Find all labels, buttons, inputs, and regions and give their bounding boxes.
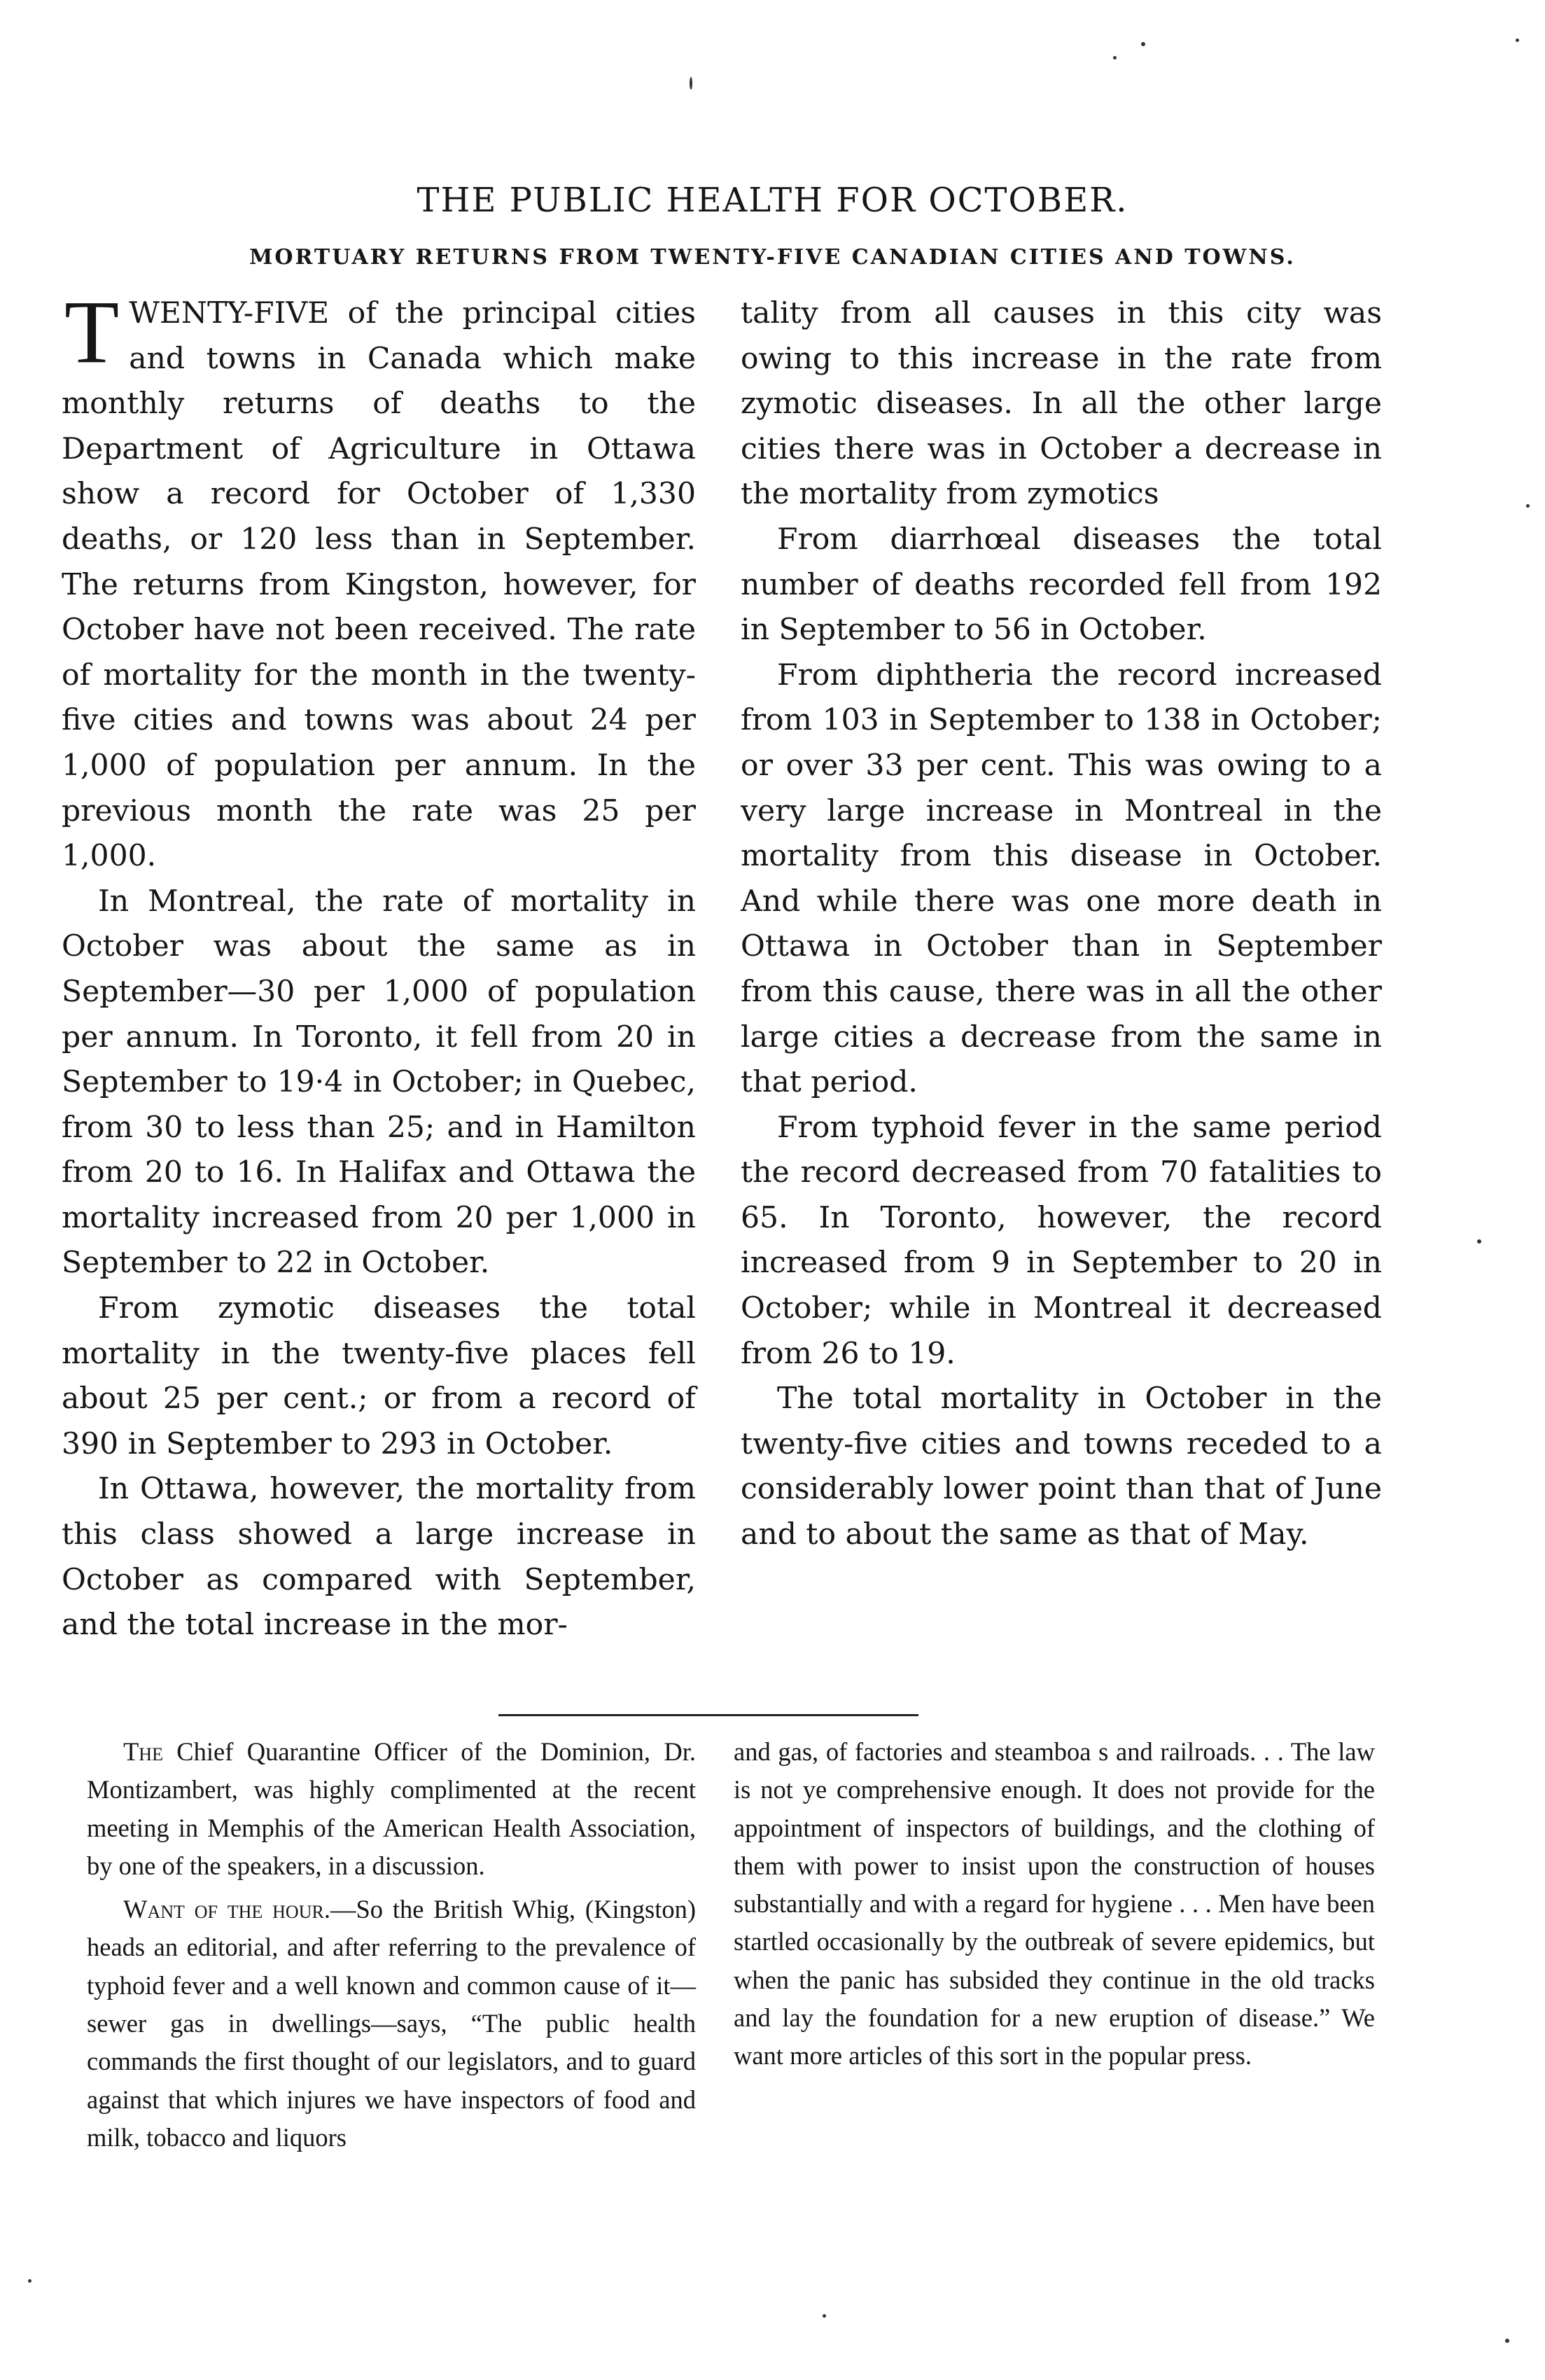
speck bbox=[1477, 1239, 1481, 1244]
paragraph-ottawa: In Ottawa, however, the mortality from this class showed a large increase in October as compared with September, and the total increase in the mor- bbox=[62, 1472, 696, 1643]
paragraph-diphtheria: From diphtheria the record increased from 103 in September to 138 in October; or over 33 per cent. This was owing to a very large increase in Montreal in the mortality from this disease in October. And while there was one more death in Ottawa in October than in September from this cause, there was in all the other large cities a decrease from the same in that period. bbox=[741, 657, 1382, 1100]
article-title: THE PUBLIC HEALTH FOR OCTOBER. bbox=[417, 181, 1128, 220]
notes-right-column bbox=[734, 1733, 1375, 2075]
speck bbox=[690, 77, 692, 90]
speck bbox=[823, 2314, 826, 2318]
note-quarantine bbox=[87, 1733, 696, 1885]
speck bbox=[1505, 2339, 1509, 2343]
note-want-of-hour-text: —So the British Whig, (Kingston) heads an editorial, and after referring to the prevalence of typhoid fever and a well known and common cause of it—sewer gas in dwellings—says, “The public health commands the first thought of our legislators, and to guard against that which injures we have inspectors of food and milk, tobacco and liquors bbox=[87, 1895, 696, 2152]
note-want-of-hour-lead: Want of the hour. bbox=[123, 1895, 330, 1924]
paragraph-typhoid: From typhoid fever in the same period the record decreased from 70 fatalities to 65. In Toronto, however, the record increased from 9 in September to 20 in October; while in Montreal it decreased from 26 to 19. bbox=[741, 1110, 1382, 1371]
article-subtitle: MORTUARY RETURNS FROM TWENTY-FIVE CANADIAN CITIES AND TOWNS. bbox=[249, 245, 1296, 270]
paragraph-zymotic: From zymotic diseases the total mortality in the twenty-five places fell about 25 per cent.; or from a record of 390 in September to 293 in October. bbox=[62, 1291, 696, 1461]
note-quarantine-lead: The bbox=[123, 1737, 163, 1766]
note-quarantine-text: Chief Quarantine Officer of the Dominion, Dr. Montizambert, was highly complimented at the recent meeting in Memphis of the American Health Association, by one of the speakers, in a discussion. bbox=[87, 1737, 696, 1880]
paragraph-intro-text: WENTY-FIVE of the principal cities and towns in Canada which make monthly returns of deaths to the Department of Agriculture in Ottawa show a record for October of 1,330 deaths, or 120 less than in September. The returns from Kingston, however, for October have not been received. The rate of mortality for the month in the twenty-five cities and towns was about 24 per 1,000 of population per annum. In the previous month the rate was 25 per 1,000. bbox=[62, 296, 696, 874]
speck bbox=[1113, 56, 1117, 60]
article-right-column bbox=[741, 291, 1382, 1558]
note-continuation: and gas, of factories and steamboa s and railroads. . . The law is not ye comprehensive enough. It does not provide for the appointment of inspectors of buildings, and the clothing of them with power to insist upon the construction of houses substantially and with a regard for hygiene . . . Men have been startled occasionally by the outbreak of severe epidemics, but when the panic has subsided they continue in the old tracks and lay the foundation for a new eruption of disease.” We want more articles of this sort in the popular press. bbox=[734, 1737, 1375, 2071]
article-left-column bbox=[62, 282, 696, 1648]
section-divider bbox=[498, 1714, 918, 1716]
note-want-of-hour bbox=[87, 1891, 696, 2157]
paragraph-continuation: tality from all causes in this city was owing to this increase in the rate from zymotic diseases. In all the other large cities there was in October a decrease in the mortality from zymotics bbox=[741, 296, 1382, 512]
paragraph-intro bbox=[62, 282, 696, 879]
notes-left-column bbox=[87, 1733, 696, 2157]
speck bbox=[1141, 42, 1145, 46]
speck bbox=[1526, 504, 1530, 508]
speck bbox=[1516, 39, 1519, 42]
speck bbox=[28, 2279, 32, 2283]
drop-cap: T bbox=[64, 282, 120, 382]
paragraph-diarrhoeal: From diarrhœal diseases the total number of deaths recorded fell from 192 in September to 56 in October. bbox=[741, 522, 1382, 648]
paragraph-montreal: In Montreal, the rate of mortality in October was about the same as in September—30 per 1,000 of population per annum. In Toronto, it fell from 20 in September to 19·4 in October; in Quebec, from 30 to less than 25; and in Hamilton from 20 to 16. In Halifax and Ottawa the mortality increased from 20 per 1,000 in September to 22 in October. bbox=[62, 884, 696, 1281]
paragraph-total: The total mortality in October in the twenty-five cities and towns receded to a considerably lower point than that of June and to about the same as that of May. bbox=[741, 1382, 1382, 1552]
